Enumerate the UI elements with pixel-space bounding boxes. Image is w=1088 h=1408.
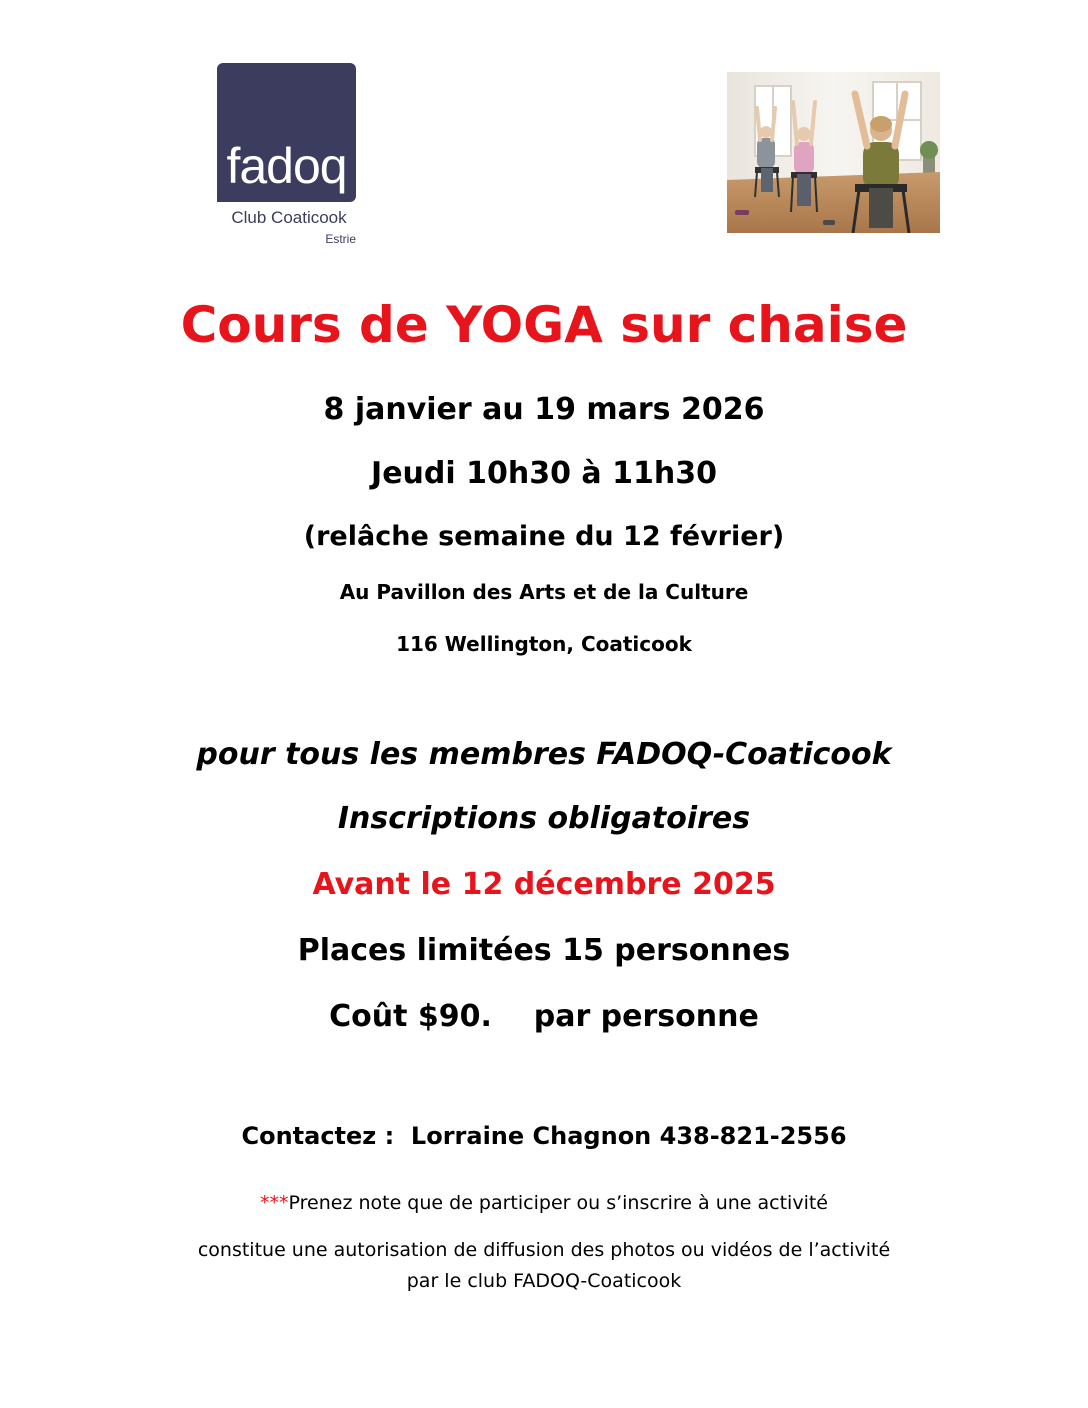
notice-marker: *** [260,1192,289,1214]
cost-text: Coût $90. par personne [329,999,759,1034]
course-place: Au Pavillon des Arts et de la Culture [339,580,749,604]
contact-text: Contactez : Lorraine Chagnon 438-821-2556 [241,1122,847,1150]
notice-line-3: par le club FADOQ-Coaticook [406,1270,682,1292]
mandatory-text: Inscriptions obligatoires [337,801,751,836]
course-break: (relâche semaine du 12 février) [303,521,785,552]
notice-line-2: constitue une autorisation de diffusion des photos ou vidéos de l’activité [197,1239,891,1261]
logo-club-name: Club Coaticook [231,208,347,227]
notice-line-1 [0,1194,1088,1213]
course-time: Jeudi 10h30 à 11h30 [371,456,717,491]
notice-line-1-text: Prenez note que de participer ou s’inscrire à une activité [288,1192,828,1214]
logo-region: Estrie [325,232,356,246]
course-address: 116 Wellington, Coaticook [396,632,692,656]
page-title: Cours de YOGA sur chaise [180,296,908,354]
course-dates: 8 janvier au 19 mars 2026 [323,392,765,427]
fadoq-logo [217,63,356,202]
audience-text: pour tous les membres FADOQ-Coaticook [196,737,892,772]
places-text: Places limitées 15 personnes [297,933,791,968]
logo-wordmark: fadoq [226,138,347,194]
chair-yoga-photo [727,72,940,233]
deadline-text: Avant le 12 décembre 2025 [312,867,776,902]
